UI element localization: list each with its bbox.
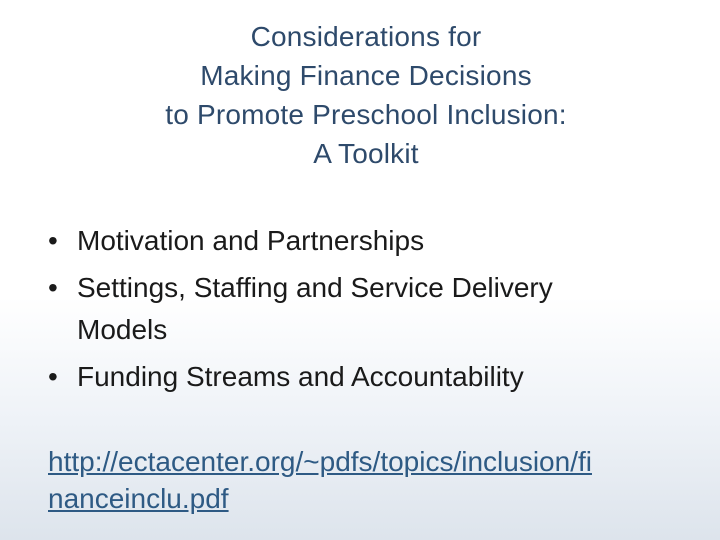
bullet-item <box>48 356 688 398</box>
bullet-text: Settings, Staffing and Service Delivery Models <box>77 272 553 345</box>
bullet-item <box>48 267 688 351</box>
bullet-text: Funding Streams and Accountability <box>77 361 524 392</box>
link-line-2: nanceinclu.pdf <box>48 483 229 514</box>
bullet-dot: • <box>48 361 58 392</box>
slide-title <box>60 17 672 173</box>
title-line-1: Considerations for <box>250 21 482 52</box>
title-line-2: Making Finance Decisions <box>200 60 532 91</box>
bullet-dot: • <box>48 272 58 303</box>
bullet-item <box>48 220 688 262</box>
bullet-list <box>48 220 688 403</box>
bullet-text: Motivation and Partnerships <box>77 225 425 256</box>
title-line-3: to Promote Preschool Inclusion: <box>165 99 567 130</box>
title-line-4: A Toolkit <box>313 138 419 169</box>
link-line-1: http://ectacenter.org/~pdfs/topics/inclusion/fi <box>48 446 592 477</box>
toolkit-link[interactable] <box>48 443 688 517</box>
bullet-dot: • <box>48 225 58 256</box>
